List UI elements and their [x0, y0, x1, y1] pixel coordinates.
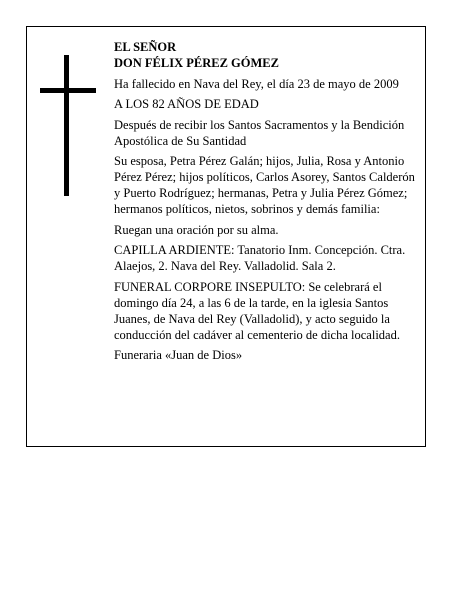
- age-line: A LOS 82 AÑOS DE EDAD: [114, 97, 259, 111]
- sacraments-line: Después de recibir los Santos Sacramentos y la Bendición Apostólica de Su Santidad: [114, 117, 405, 148]
- family-list: Su esposa, Petra Pérez Galán; hijos, Julia, Rosa y Antonio Pérez Pérez; hijos políticos, Carlos Asorey, Santos Calderón y Puerto Rodríguez; hermanas, Petra y Julia Pérez Gómez; hermanos políticos, nietos, sobrinos y demás familia:: [114, 154, 415, 216]
- obituary-text: [114, 39, 420, 368]
- cross-vertical-bar: [64, 55, 69, 196]
- death-info: Ha fallecido en Nava del Rey, el día 23 de mayo de 2009: [114, 76, 399, 91]
- title-line-1: EL SEÑOR: [114, 40, 177, 54]
- cross-icon: [40, 55, 96, 196]
- funeral-home: Funeraria «Juan de Dios»: [114, 348, 243, 362]
- deceased-name: DON FÉLIX PÉREZ GÓMEZ: [114, 56, 279, 70]
- chapel-info: CAPILLA ARDIENTE: Tanatorio Inm. Concepción. Ctra. Alaejos, 2. Nava del Rey. Valladolid. Sala 2.: [114, 243, 406, 273]
- cross-horizontal-bar: [40, 88, 96, 93]
- prayer-request: Ruegan una oración por su alma.: [114, 222, 279, 237]
- funeral-info: FUNERAL CORPORE INSEPULTO: Se celebrará el domingo día 24, a las 6 de la tarde, en la iglesia Santos Juanes, de Nava del Rey (Valladolid), y acto seguido la conducción del cadáver al cementerio de dicha localidad.: [114, 279, 400, 342]
